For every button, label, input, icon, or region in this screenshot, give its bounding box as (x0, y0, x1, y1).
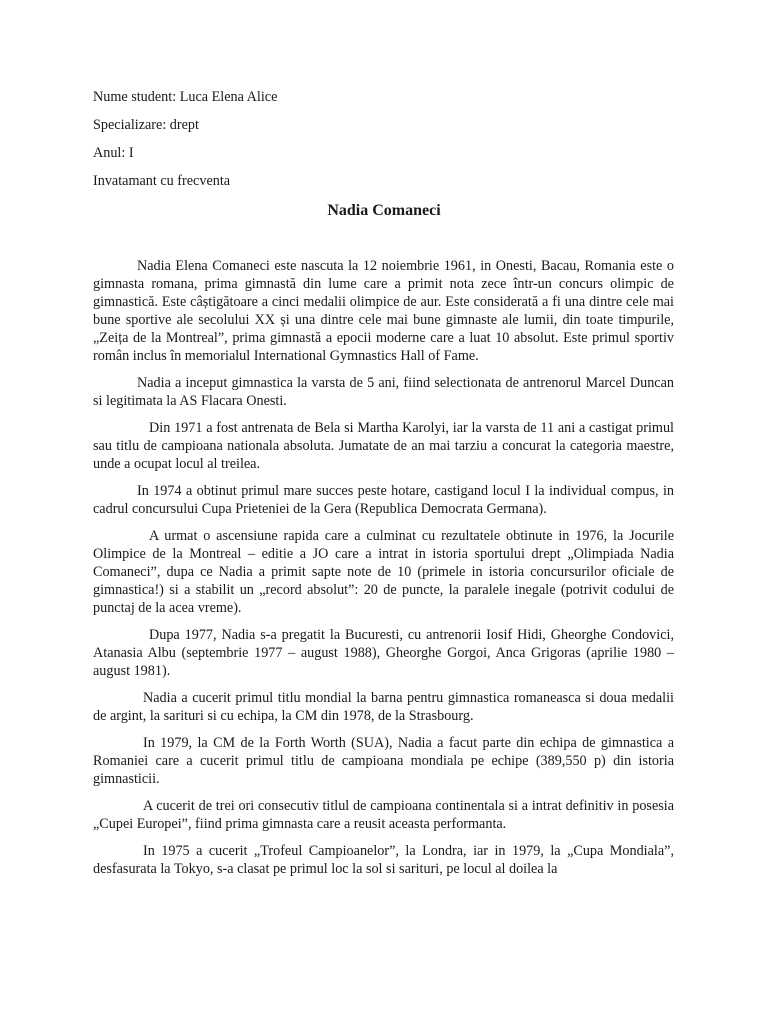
paragraph-10: In 1975 a cucerit „Trofeul Campioanelor”, la Londra, iar in 1979, la „Cupa Mondiala”, desfasurata la Tokyo, s-a clasat pe primul loc la sol si sarituri, pe locul al doilea la (93, 843, 674, 877)
paragraph-6: Dupa 1977, Nadia s-a pregatit la Bucuresti, cu antrenorii Iosif Hidi, Gheorghe Condovici, Atanasia Albu (septembrie 1977 – august 1988), Gheorghe Gorgoi, Anca Grigoras (aprilie 1980 – august 1981). (93, 627, 674, 679)
paragraph-7: Nadia a cucerit primul titlu mondial la barna pentru gimnastica romaneasca si doua medalii de argint, la sarituri si cu echipa, la CM din 1978, de la Strasbourg. (93, 690, 674, 724)
specialization-line: Specializare: drept (93, 117, 199, 133)
attendance-line: Invatamant cu frecventa (93, 173, 231, 189)
year-line: Anul: I (93, 145, 134, 161)
paragraph-5: A urmat o ascensiune rapida care a culminat cu rezultatele obtinute in 1976, la Jocurile Olimpice de la Montreal – editie a JO care a intrat in istoria sportului drept „Olimpiada Nadia Comaneci”, dupa ce Nadia a primit sapte note de 10 (primele in istoria concursurilor oficiale de gimnastica!) si a stabilit un „record absolut”: 20 de puncte, la paralele inegale (potrivit codului de punctaj de la acea vreme). (93, 528, 674, 616)
paragraph-2: Nadia a inceput gimnastica la varsta de 5 ani, fiind selectionata de antrenorul Marcel Duncan si legitimata la AS Flacara Onesti. (93, 375, 674, 409)
document-title: Nadia Comaneci (327, 202, 441, 219)
student-name-line: Nume student: Luca Elena Alice (93, 89, 278, 105)
paragraph-1: Nadia Elena Comaneci este nascuta la 12 noiembrie 1961, in Onesti, Bacau, Romania este o gimnasta romana, prima gimnastă din lume care a primit nota zece într-un concurs olimpic de gimnastică. Este câștigătoare a cinci medalii olimpice de aur. Este considerată a fi una dintre cele mai bune sportive ale secolului XX și una dintre cele mai bune gimnaste ale lumii, din toate timpurile, „Zeița de la Montreal”, prima gimnastă a epocii moderne care a luat 10 absolut. Este primul sportiv român inclus în memorialul International Gymnastics Hall of Fame. (93, 258, 674, 364)
paragraph-4: In 1974 a obtinut primul mare succes peste hotare, castigand locul I la individual compus, in cadrul concursului Cupa Prieteniei de la Gera (Republica Democrata Germana). (93, 483, 674, 517)
document-body (93, 257, 674, 887)
paragraph-3: Din 1971 a fost antrenata de Bela si Martha Karolyi, iar la varsta de 11 ani a castigat primul sau titlu de campioana nationala absoluta. Jumatate de an mai tarziu a concurat la categoria maestre, unde a ocupat locul al treilea. (93, 420, 674, 472)
paragraph-8: In 1979, la CM de la Forth Worth (SUA), Nadia a facut parte din echipa de gimnastica a Romaniei care a cucerit primul titlu de campioana mondiala pe echipe (389,550 p) din istoria gimnasticii. (93, 735, 674, 787)
paragraph-9: A cucerit de trei ori consecutiv titlul de campioana continentala si a intrat definitiv in posesia „Cupei Europei”, fiind prima gimnasta care a reusit aceasta performanta. (93, 798, 674, 832)
